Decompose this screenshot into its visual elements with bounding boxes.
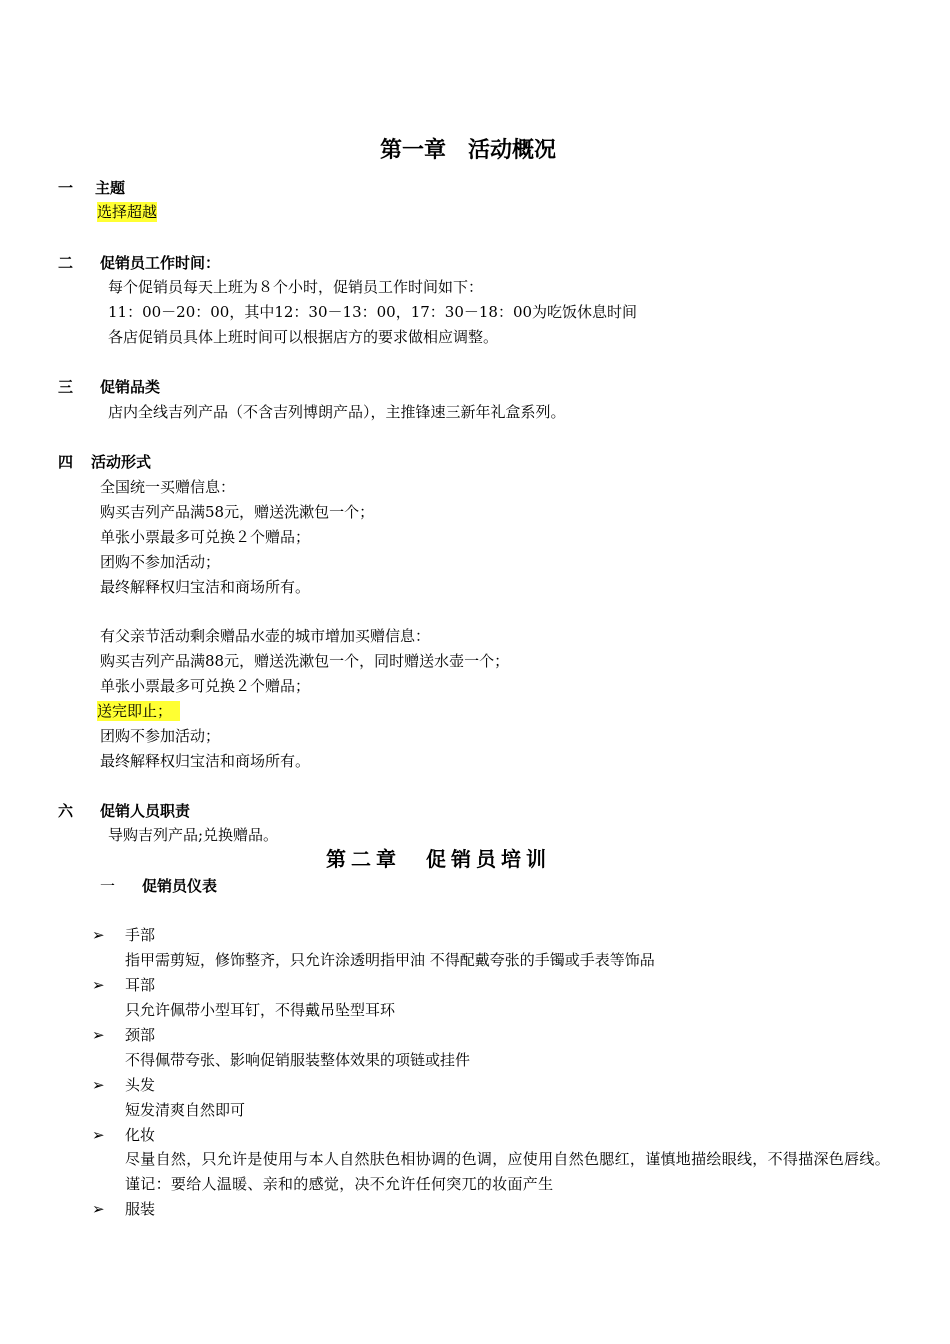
work-time-line-1: 每个促销员每天上班为８个小时，促销员工作时间如下：: [108, 278, 484, 296]
section3-title: 促销品类: [100, 378, 161, 396]
promo-line: 团购不参加活动；: [100, 727, 221, 745]
promo-line: 最终解释权归宝洁和商场所有。: [100, 578, 311, 596]
item-desc-hands: 指甲需剪短，修饰整齐，只允许涂透明指甲油 不得配戴夸张的手镯或手表等饰品: [125, 951, 655, 969]
item-label-hands: 手部: [125, 926, 156, 944]
while-stocks-last-highlight: 送完即止；: [97, 701, 180, 721]
chapter2-title: 第二章 促销员培训: [326, 847, 551, 871]
bullet-arrow-icon: ➢: [92, 1076, 105, 1094]
item-desc-hair: 短发清爽自然即可: [125, 1101, 246, 1119]
section4-number: 四: [58, 453, 74, 471]
bullet-arrow-icon: ➢: [92, 1026, 105, 1044]
item-label-makeup: 化妆: [125, 1126, 156, 1144]
chapter2-section1-title: 促销员仪表: [142, 877, 218, 895]
section3-number: 三: [58, 378, 74, 396]
item-desc-neck: 不得佩带夸张、影响促销服装整体效果的项链或挂件: [125, 1051, 471, 1069]
item-desc-ears: 只允许佩带小型耳钉，不得戴吊坠型耳环: [125, 1001, 396, 1019]
chapter1-title: 第一章 活动概况: [380, 138, 557, 163]
promo-line: 全国统一买赠信息：: [100, 478, 236, 496]
promo-line: 有父亲节活动剩余赠品水壶的城市增加买赠信息：: [100, 627, 431, 645]
section2-title: 促销员工作时间：: [100, 254, 221, 272]
section6-number: 六: [58, 802, 74, 820]
work-time-line-3: 各店促销员具体上班时间可以根据店方的要求做相应调整。: [108, 328, 499, 346]
promo-line: 单张小票最多可兑换２个赠品；: [100, 528, 311, 546]
item-label-clothing: 服装: [125, 1200, 156, 1218]
item-label-hair: 头发: [125, 1076, 156, 1094]
section2-number: 二: [58, 254, 74, 272]
promo-line: 最终解释权归宝洁和商场所有。: [100, 752, 311, 770]
bullet-arrow-icon: ➢: [92, 976, 105, 994]
item-label-ears: 耳部: [125, 976, 156, 994]
section1-number: 一: [58, 179, 74, 197]
chapter2-section1-number: 一: [100, 877, 116, 895]
bullet-arrow-icon: ➢: [92, 1126, 105, 1144]
promo-line: 购买吉列产品满58元，赠送洗漱包一个；: [100, 503, 375, 521]
bullet-arrow-icon: ➢: [92, 1200, 105, 1218]
product-category-line: 店内全线吉列产品（不含吉列博朗产品），主推锋速三新年礼盒系列。: [108, 403, 566, 421]
work-time-line-2: 11：00－20：00，其中12：30－13：00，17：30－18：00为吃饭休息时间: [108, 303, 638, 321]
section4-title: 活动形式: [91, 453, 152, 471]
item-desc-makeup: 尽量自然，只允许是使用与本人自然肤色相协调的色调，应使用自然色腮红，谨慎地描绘眼线，不得描深色唇线。谨记：要给人温暖、亲和的感觉，决不允许任何突兀的妆面产生: [125, 1150, 891, 1193]
item-label-neck: 颈部: [125, 1026, 156, 1044]
promo-line: 团购不参加活动；: [100, 553, 221, 571]
section6-title: 促销人员职责: [100, 802, 191, 820]
bullet-arrow-icon: ➢: [92, 926, 105, 944]
promo-line: 购买吉列产品满88元，赠送洗漱包一个，同时赠送水壶一个；: [100, 652, 510, 670]
promo-line: 单张小票最多可兑换２个赠品；: [100, 677, 311, 695]
staff-duty-line: 导购吉列产品;兑换赠品。: [108, 826, 279, 844]
theme-highlight: 选择超越: [97, 203, 158, 221]
section1-title: 主题: [95, 179, 126, 197]
